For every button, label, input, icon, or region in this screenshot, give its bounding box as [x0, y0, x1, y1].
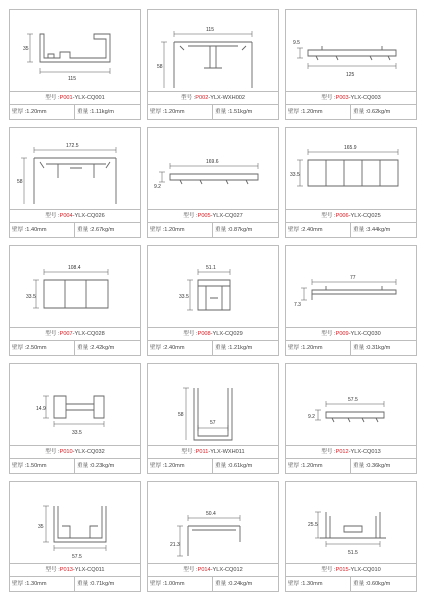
- weight: 重量 :3.44kg/m: [353, 227, 391, 233]
- dimension-label: 50.4: [206, 511, 216, 517]
- wall-thickness: 壁厚 :1.20mm: [286, 459, 351, 473]
- wall-thickness: 壁厚 :1.20mm: [286, 341, 351, 355]
- profile-drawing: [286, 482, 416, 563]
- wall-thickness: 壁厚 :2.50mm: [10, 341, 75, 355]
- dimension-label: 33.5: [72, 430, 82, 436]
- spec-row: [10, 458, 140, 473]
- dimension-label: 33.5: [26, 294, 36, 300]
- dimension-label: 115: [68, 76, 76, 82]
- model-code: P004: [59, 213, 73, 219]
- model-code: P007: [59, 331, 73, 337]
- profile-drawing: [148, 128, 278, 209]
- model-code: P006: [335, 213, 349, 219]
- profile-drawing: [148, 364, 278, 445]
- profile-card: [285, 481, 417, 592]
- weight: 重量 :2.67kg/m: [77, 227, 115, 233]
- model-suffix: -YLX-CQ029: [210, 331, 243, 337]
- dimension-label: 165.9: [344, 145, 357, 151]
- model-code: P012: [335, 449, 349, 455]
- profile-drawing: [286, 10, 416, 91]
- wall-thickness: 壁厚 :1.20mm: [286, 105, 351, 119]
- profile-drawing: [286, 364, 416, 445]
- model-suffix: -YLX-CQ026: [72, 213, 105, 219]
- dimension-label: 21.3: [170, 542, 180, 548]
- wall-thickness: 壁厚 :1.20mm: [148, 223, 213, 237]
- dimension-label: 9.5: [293, 40, 300, 46]
- spec-row: [148, 340, 278, 355]
- dimension-label: 169.6: [206, 159, 219, 165]
- dimension-label: 9.2: [154, 184, 161, 190]
- profile-card: [9, 9, 141, 120]
- spec-row: [148, 576, 278, 591]
- weight: 重量 :1.11kg/m: [77, 109, 114, 115]
- model-code: P010: [59, 449, 73, 455]
- model-row: 型号 :P001-YLX-CQ001: [10, 91, 140, 104]
- spec-row: [148, 222, 278, 237]
- spec-row: [10, 104, 140, 119]
- weight: 重量 :0.61kg/m: [215, 463, 253, 469]
- model-code: P011: [195, 449, 209, 455]
- profile-card: [147, 481, 279, 592]
- model-suffix: -YLX-CQ030: [348, 331, 381, 337]
- weight: 重量 :0.31kg/m: [353, 345, 391, 351]
- model-suffix: -YLX-CQ011: [72, 567, 105, 573]
- dimension-label: 35: [23, 46, 29, 52]
- model-row: 型号 :P015-YLX-CQ010: [286, 563, 416, 576]
- dimension-label: 57.5: [72, 554, 82, 560]
- dimension-label: 25.5: [308, 522, 318, 528]
- model-row: 型号 :P007-YLX-CQ028: [10, 327, 140, 340]
- model-suffix: -YLX-CQ027: [210, 213, 243, 219]
- profile-drawing: [10, 128, 140, 209]
- model-suffix: -YLX-CQ028: [72, 331, 105, 337]
- profile-card: [9, 245, 141, 356]
- dimension-label: 108.4: [68, 265, 81, 271]
- model-suffix: -YLX-WXH011: [208, 449, 245, 455]
- wall-thickness: 壁厚 :1.30mm: [286, 577, 351, 591]
- dimension-label: 35: [38, 524, 44, 530]
- model-suffix: -YLX-CQ013: [348, 449, 381, 455]
- spec-row: [286, 222, 416, 237]
- dimension-label: 125: [346, 72, 355, 78]
- profile-drawing: [10, 482, 140, 563]
- model-row: 型号 :P003-YLX-CQ003: [286, 91, 416, 104]
- profile-card: [9, 363, 141, 474]
- model-code: P009: [335, 331, 349, 337]
- weight: 重量 :0.87kg/m: [215, 227, 253, 233]
- wall-thickness: 壁厚 :2.40mm: [148, 341, 213, 355]
- profile-card: [285, 9, 417, 120]
- profile-card: [147, 363, 279, 474]
- profile-drawing: [10, 246, 140, 327]
- model-row: 型号 :P010-YLX-CQ032: [10, 445, 140, 458]
- dimension-label: 51.5: [348, 550, 358, 556]
- model-code: P013: [59, 567, 73, 573]
- profile-card: [285, 363, 417, 474]
- profile-card: [285, 127, 417, 238]
- dimension-label: 77: [350, 275, 356, 281]
- model-code: P015: [335, 567, 349, 573]
- profile-card: [9, 127, 141, 238]
- model-row: 型号 :P013-YLX-CQ011: [10, 563, 140, 576]
- weight: 重量 :0.24kg/m: [215, 581, 253, 587]
- weight: 重量 :0.60kg/m: [353, 581, 391, 587]
- weight: 重量 :1.51kg/m: [215, 109, 253, 115]
- profile-drawing: [148, 10, 278, 91]
- dimension-label: 115: [206, 27, 214, 33]
- wall-thickness: 壁厚 :1.00mm: [148, 577, 213, 591]
- model-code: P001: [59, 95, 73, 101]
- profile-card: [9, 481, 141, 592]
- profile-drawing: [148, 246, 278, 327]
- wall-thickness: 壁厚 :1.20mm: [148, 105, 213, 119]
- wall-thickness: 壁厚 :1.20mm: [148, 459, 213, 473]
- model-code: P008: [197, 331, 211, 337]
- model-row: 型号 :P008-YLX-CQ029: [148, 327, 278, 340]
- spec-row: [286, 458, 416, 473]
- dimension-label: 172.5: [66, 143, 79, 149]
- model-code: P003: [335, 95, 349, 101]
- model-row: 型号 :P004-YLX-CQ026: [10, 209, 140, 222]
- spec-row: [10, 576, 140, 591]
- model-row: 型号 :P014-YLX-CQ012: [148, 563, 278, 576]
- weight: 重量 :2.42kg/m: [77, 345, 115, 351]
- wall-thickness: 壁厚 :1.20mm: [10, 105, 75, 119]
- model-suffix: -YLX-WXH002: [208, 95, 246, 101]
- model-row: 型号 :P012-YLX-CQ013: [286, 445, 416, 458]
- weight: 重量 :1.21kg/m: [215, 345, 253, 351]
- profile-drawing: [286, 246, 416, 327]
- spec-row: [286, 104, 416, 119]
- spec-row: [286, 576, 416, 591]
- dimension-label: 57: [210, 420, 216, 426]
- spec-row: [10, 222, 140, 237]
- dimension-label: 57.5: [348, 397, 358, 403]
- profile-drawing: [286, 128, 416, 209]
- model-row: 型号 :P005-YLX-CQ027: [148, 209, 278, 222]
- model-suffix: -YLX-CQ001: [72, 95, 105, 101]
- profile-drawing: [148, 482, 278, 563]
- model-row: 型号 :P011-YLX-WXH011: [148, 445, 278, 458]
- model-row: 型号 :P006-YLX-CQ025: [286, 209, 416, 222]
- model-code: P005: [197, 213, 211, 219]
- profile-drawing: [10, 364, 140, 445]
- model-suffix: -YLX-CQ025: [348, 213, 381, 219]
- spec-row: [148, 104, 278, 119]
- model-code: P002: [195, 95, 209, 101]
- profile-card: [285, 245, 417, 356]
- profile-card: [147, 9, 279, 120]
- dimension-label: 14.9: [36, 406, 46, 412]
- weight: 重量 :0.23kg/m: [77, 463, 115, 469]
- dimension-label: 58: [178, 412, 184, 418]
- model-suffix: -YLX-CQ010: [348, 567, 381, 573]
- spec-row: [10, 340, 140, 355]
- weight: 重量 :0.36kg/m: [353, 463, 391, 469]
- model-suffix: -YLX-CQ032: [72, 449, 105, 455]
- profile-card: [147, 245, 279, 356]
- dimension-label: 51.1: [206, 265, 216, 271]
- dimension-label: 7.3: [294, 302, 301, 308]
- spec-row: [286, 340, 416, 355]
- weight: 重量 :0.71kg/m: [77, 581, 115, 587]
- model-suffix: -YLX-CQ012: [210, 567, 243, 573]
- wall-thickness: 壁厚 :1.50mm: [10, 459, 75, 473]
- dimension-label: 9.2: [308, 414, 315, 420]
- dimension-label: 58: [157, 64, 163, 70]
- model-row: 型号 :P002-YLX-WXH002: [148, 91, 278, 104]
- dimension-label: 58: [17, 179, 23, 185]
- wall-thickness: 壁厚 :2.40mm: [286, 223, 351, 237]
- model-row: 型号 :P009-YLX-CQ030: [286, 327, 416, 340]
- model-suffix: -YLX-CQ003: [348, 95, 381, 101]
- model-code: P014: [197, 567, 211, 573]
- dimension-label: 33.5: [290, 172, 300, 178]
- weight: 重量 :0.62kg/m: [353, 109, 391, 115]
- wall-thickness: 壁厚 :1.30mm: [10, 577, 75, 591]
- wall-thickness: 壁厚 :1.40mm: [10, 223, 75, 237]
- profile-card: [147, 127, 279, 238]
- spec-row: [148, 458, 278, 473]
- profile-drawing: [10, 10, 140, 91]
- dimension-label: 33.5: [179, 294, 189, 300]
